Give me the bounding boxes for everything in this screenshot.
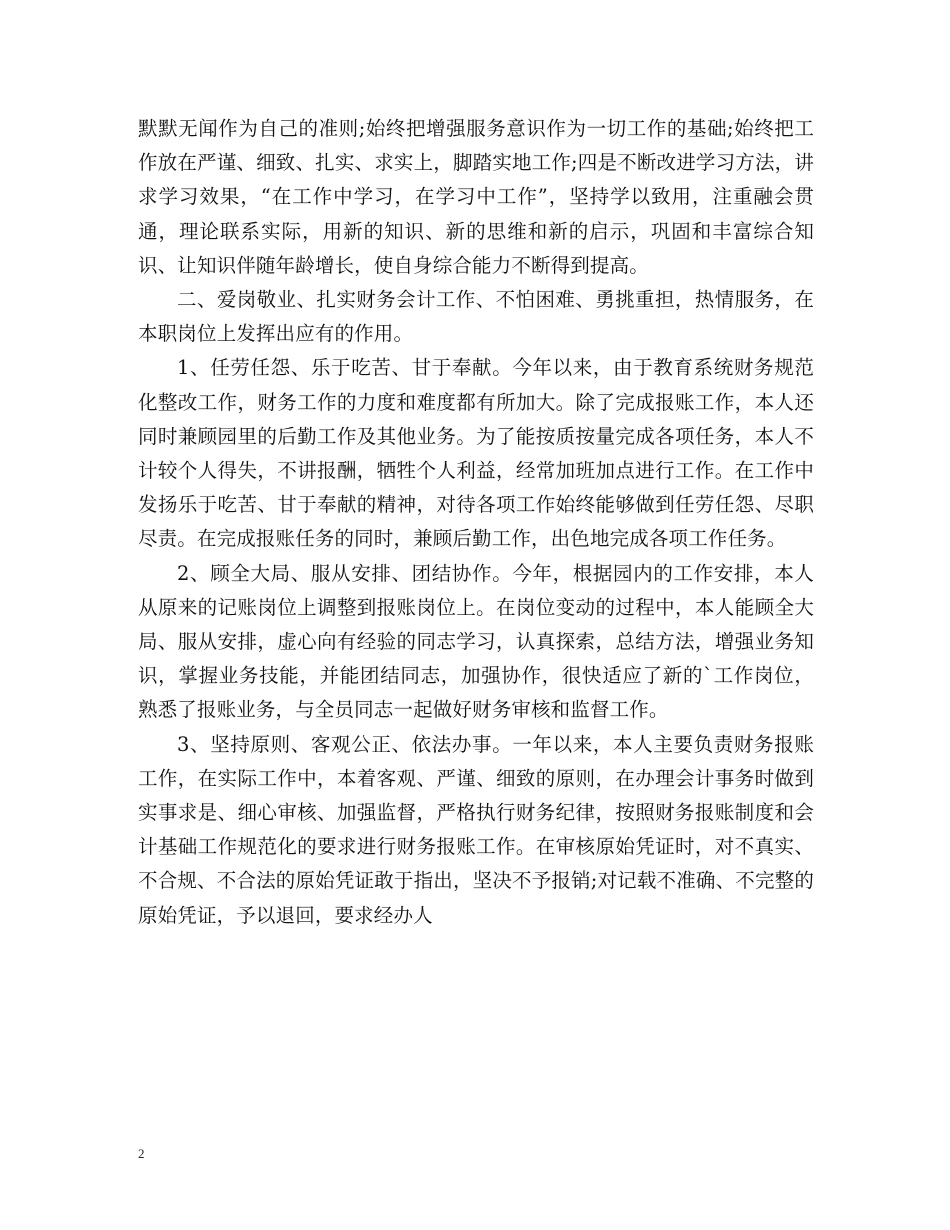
paragraph-section-2-heading: 二、爱岗敬业、扎实财务会计工作、不怕困难、勇挑重担，热情服务，在本职岗位上发挥出应有的作用。: [138, 288, 814, 346]
page-number: 2: [138, 1146, 145, 1161]
document-body: [138, 112, 814, 933]
paragraph-item-2: 2、顾全大局、服从安排、团结协作。今年，根据园内的工作安排，本人从原来的记账岗位上调整到报账岗位上。在岗位变动的过程中，本人能顾全大局、服从安排，虚心向有经验的同志学习，认真探索，总结方法，增强业务知识，掌握业务技能，并能团结同志，加强协作，很快适应了新的`工作岗位，熟悉了报账业务，与全员同志一起做好财务审核和监督工作。: [138, 561, 814, 722]
paragraph-item-1: 1、任劳任怨、乐于吃苦、甘于奉献。今年以来，由于教育系统财务规范化整改工作，财务工作的力度和难度都有所加大。除了完成报账工作，本人还同时兼顾园里的后勤工作及其他业务。为了能按质按量完成各项任务，本人不计较个人得失，不讲报酬，牺牲个人利益，经常加班加点进行工作。在工作中发扬乐于吃苦、甘于奉献的精神，对待各项工作始终能够做到任劳任怨、尽职尽责。在完成报账任务的同时，兼顾后勤工作，出色地完成各项工作任务。: [138, 356, 814, 551]
paragraph-item-3: 3、坚持原则、客观公正、依法办事。一年以来，本人主要负责财务报账工作，在实际工作中，本着客观、严谨、细致的原则，在办理会计事务时做到实事求是、细心审核、加强监督，严格执行财务纪律，按照财务报账制度和会计基础工作规范化的要求进行财务报账工作。在审核原始凭证时，对不真实、不合规、不合法的原始凭证敢于指出，坚决不予报销;对记载不准确、不完整的原始凭证，予以退回，要求经办人: [138, 732, 814, 927]
paragraph-continuation: 默默无闻作为自己的准则;始终把增强服务意识作为一切工作的基础;始终把工作放在严谨、细致、扎实、求实上，脚踏实地工作;四是不断改进学习方法，讲求学习效果，“在工作中学习，在学习中工作”，坚持学以致用，注重融会贯通，理论联系实际，用新的知识、新的思维和新的启示，巩固和丰富综合知识、让知识伴随年龄增长，使自身综合能力不断得到提高。: [138, 117, 814, 277]
